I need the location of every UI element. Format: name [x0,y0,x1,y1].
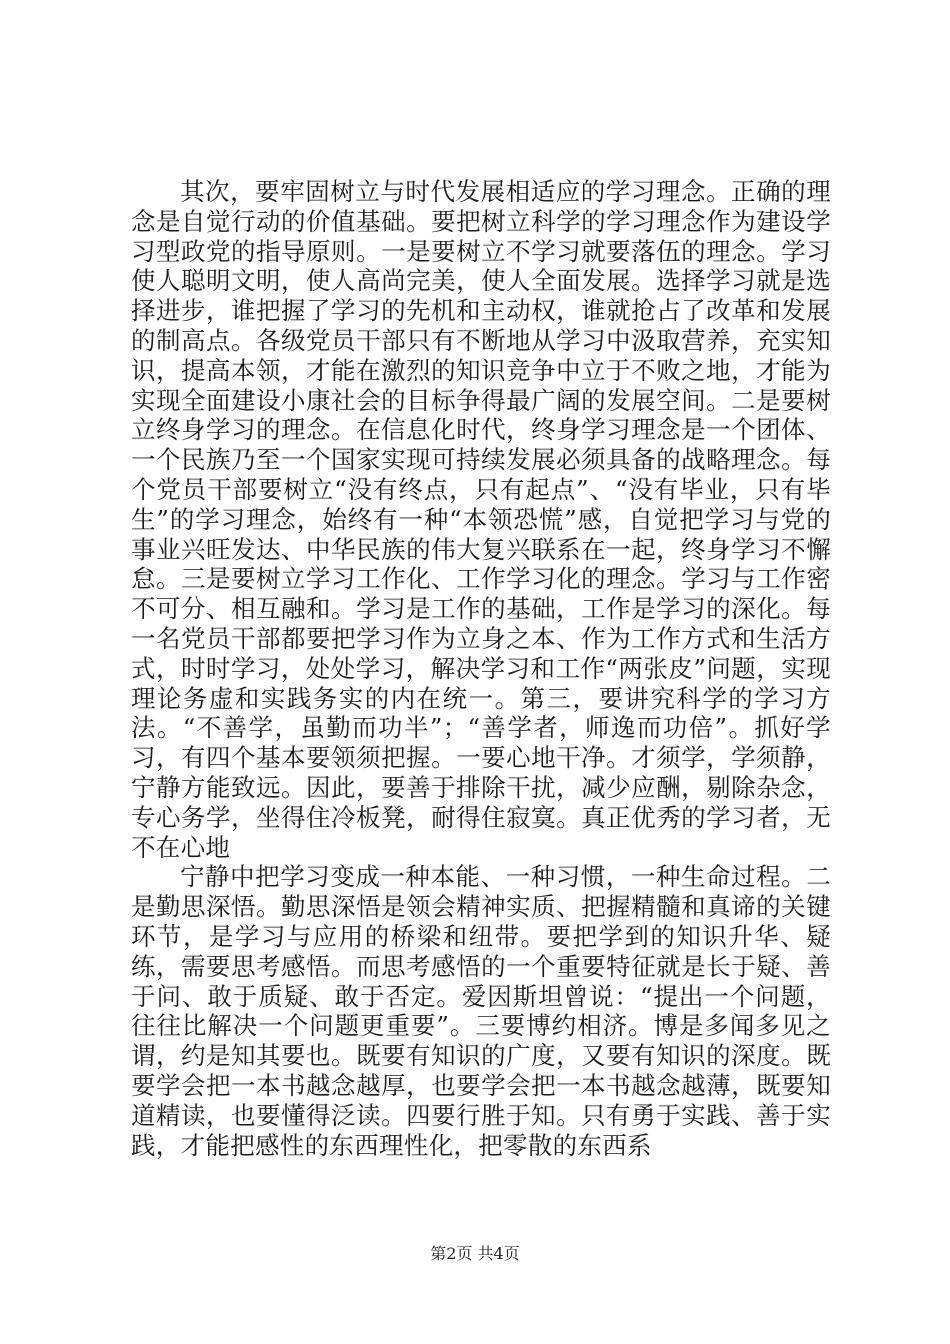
paragraph-learning-methods: 宁静中把学习变成一种本能、一种习惯，一种生命过程。二是勤思深悟。勤思深悟是领会精神实质、把握精髓和真谛的关键环节，是学习与应用的桥梁和纽带。要把学到的知识升华、疑练，需要思考感悟。而思考感悟的一个重要特征就是长于疑、善于问、敢于质疑、敢于否定。爱因斯坦曾说：“提出一个问题，往往比解决一个问题更重要”。三要博约相济。博是多闻多见之谓，约是知其要也。既要有知识的广度，又要有知识的深度。既要学会把一本书越念越厚，也要学会把一本书越念越薄，既要知道精读，也要懂得泛读。四要行胜于知。只有勇于实践、善于实践，才能把感性的东西理性化，把零散的东西系 [131,862,831,1160]
body-text [131,177,831,1160]
page-footer: 第2页 共4页 [430,1244,520,1263]
paragraph-learning-concepts: 其次，要牢固树立与时代发展相适应的学习理念。正确的理念是自觉行动的价值基础。要把树立科学的学习理念作为建设学习型政党的指导原则。一是要树立不学习就要落伍的理念。学习使人聪明文明，使人高尚完美，使人全面发展。选择学习就是选择进步，谁把握了学习的先机和主动权，谁就抢占了改革和发展的制高点。各级党员干部只有不断地从学习中汲取营养，充实知识，提高本领，才能在激烈的知识竞争中立于不败之地，才能为实现全面建设小康社会的目标争得最广阔的发展空间。二是要树立终身学习的理念。在信息化时代，终身学习理念是一个团体、一个民族乃至一个国家实现可持续发展必须具备的战略理念。每个党员干部要树立“没有终点，只有起点”、“没有毕业，只有毕生”的学习理念，始终有一种“本领恐慌”感，自觉把学习与党的事业兴旺发达、中华民族的伟大复兴联系在一起，终身学习不懈怠。三是要树立学习工作化、工作学习化的理念。学习与工作密不可分、相互融和。学习是工作的基础，工作是学习的深化。每一名党员干部都要把学习作为立身之本、作为工作方式和生活方式，时时学习，处处学习，解决学习和工作“两张皮”问题，实现理论务虚和实践务实的内在统一。第三，要讲究科学的学习方法。“不善学，虽勤而功半”；“善学者，师逸而功倍”。抓好学习，有四个基本要领须把握。一要心地干净。才须学，学须静，宁静方能致远。因此，要善于排除干扰，减少应酬，剔除杂念，专心务学，坐得住冷板凳，耐得住寂寞。真正优秀的学习者，无不在心地 [131,177,831,862]
